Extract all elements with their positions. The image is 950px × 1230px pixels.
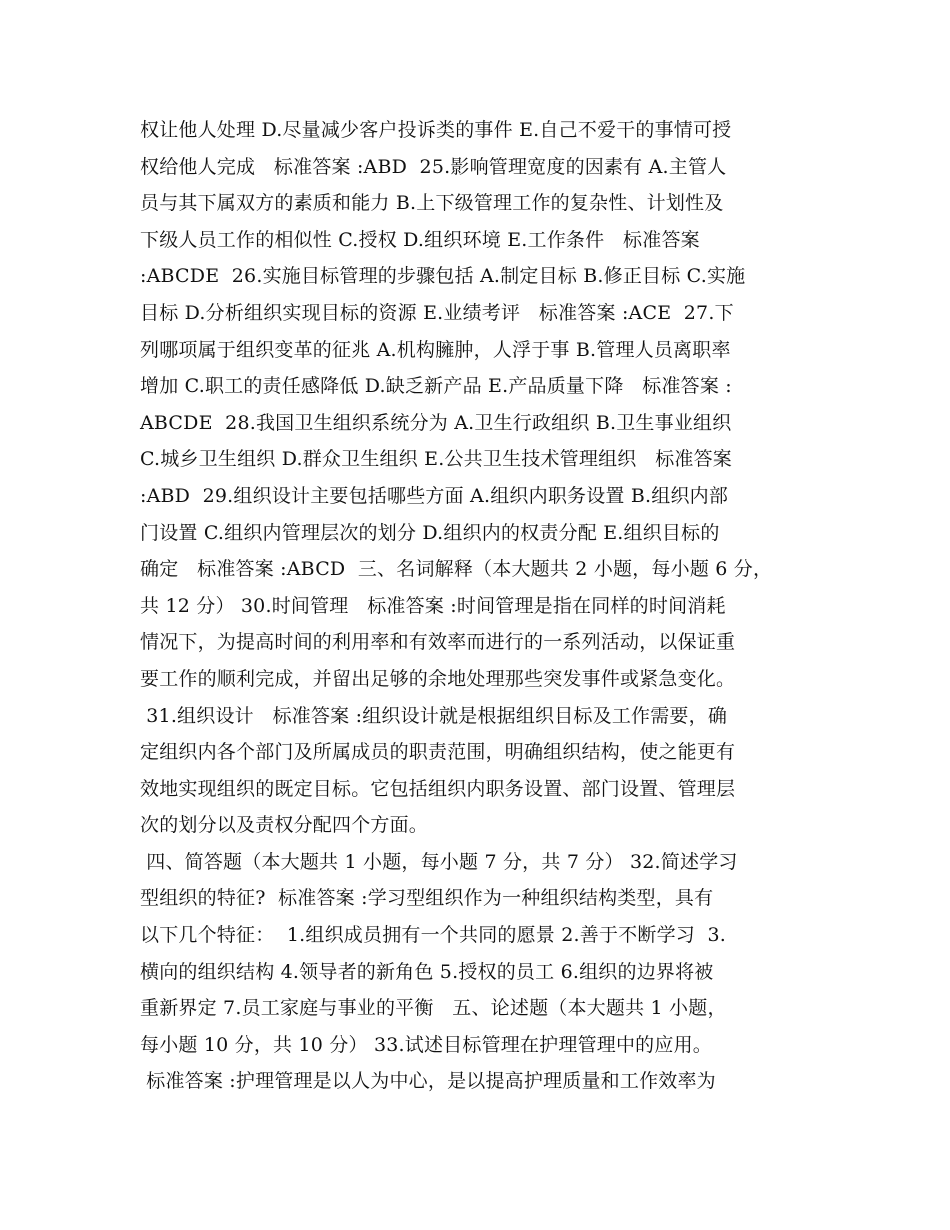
text-line: 门设置 C.组织内管理层次的划分 D.组织内的权责分配 E.组织目标的 (140, 521, 720, 544)
text-line: :ABCDE 26.实施目标管理的步骤包括 A.制定目标 B.修正目标 C.实施 (140, 265, 746, 288)
text-line: ABCDE 28.我国卫生组织系统分为 A.卫生行政组织 B.卫生事业组织 (140, 411, 732, 434)
text-line: 定组织内各个部门及所属成员的职责范围，明确组织结构，使之能更有 (140, 741, 736, 764)
text-line: 情况下，为提高时间的利用率和有效率而进行的一系列活动，以保证重 (140, 631, 736, 654)
text-line: 员与其下属双方的素质和能力 B.上下级管理工作的复杂性、计划性及 (140, 192, 724, 215)
text-line: 增加 C.职工的责任感降低 D.缺乏新产品 E.产品质量下降 标准答案 : (140, 375, 732, 398)
text-line: 确定 标准答案 :ABCD 三、名词解释（本大题共 2 小题，每小题 6 分， (140, 558, 773, 581)
text-line: 目标 D.分析组织实现目标的资源 E.业绩考评 标准答案 :ACE 27.下 (140, 301, 734, 324)
text-line: 效地实现组织的既定目标。它包括组织内职务设置、部门设置、管理层 (140, 777, 736, 800)
text-line: 重新界定 7.员工家庭与事业的平衡 五、论述题（本大题共 1 小题， (140, 997, 727, 1020)
text-line: 四、简答题（本大题共 1 小题，每小题 7 分，共 7 分） 32.简述学习 (140, 850, 738, 873)
text-line: 31.组织设计 标准答案 :组织设计就是根据组织目标及工作需要，确 (140, 704, 728, 727)
text-line: 共 12 分） 30.时间管理 标准答案 :时间管理是指在同样的时间消耗 (140, 594, 726, 617)
text-line: 型组织的特征? 标准答案 :学习型组织作为一种组织结构类型，具有 (140, 887, 714, 910)
text-line: :ABD 29.组织设计主要包括哪些方面 A.组织内职务设置 B.组织内部 (140, 484, 729, 507)
text-line: C.城乡卫生组织 D.群众卫生组织 E.公共卫生技术管理组织 标准答案 (140, 448, 733, 471)
text-line: 要工作的顺利完成，并留出足够的余地处理那些突发事件或紧急变化。 (140, 667, 736, 690)
text-line: 权给他人完成 标准答案 :ABD 25.影响管理宽度的因素有 A.主管人 (140, 155, 727, 178)
text-line: 每小题 10 分，共 10 分） 33.试述目标管理在护理管理中的应用。 (140, 1033, 712, 1056)
text-line: 次的划分以及责权分配四个方面。 (140, 814, 429, 837)
body-text (140, 112, 830, 1100)
text-line: 下级人员工作的相似性 C.授权 D.组织环境 E.工作条件 标准答案 (140, 228, 700, 251)
text-line: 列哪项属于组织变革的征兆 A.机构臃肿，人浮于事 B.管理人员离职率 (140, 338, 731, 361)
text-line: 标准答案 :护理管理是以人为中心，是以提高护理质量和工作效率为 (140, 1070, 716, 1093)
text-line: 以下几个特征： 1.组织成员拥有一个共同的愿景 2.善于不断学习 3. (140, 924, 726, 947)
text-line: 权让他人处理 D.尽量减少客户投诉类的事件 E.自己不爱干的事情可授 (140, 119, 732, 141)
text-line: 横向的组织结构 4.领导者的新角色 5.授权的员工 6.组织的边界将被 (140, 960, 714, 983)
